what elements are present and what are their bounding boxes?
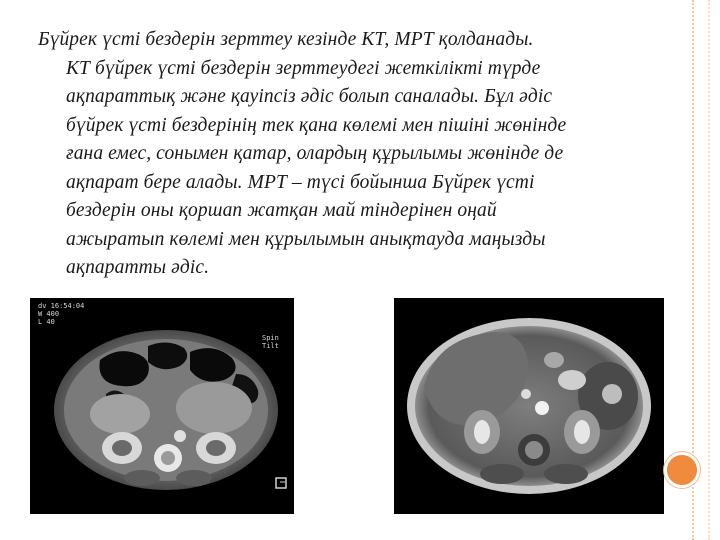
paragraph-line: ақпаратты әдіс. (66, 257, 210, 278)
ct-overlay-text: Tilt (262, 342, 279, 350)
accent-circle (664, 452, 700, 488)
mri-scan-image (394, 298, 664, 514)
ct-scan-image (30, 298, 294, 514)
ct-overlay-text: W 400 (38, 310, 60, 318)
paragraph-line: ақпараттық және қауіпсіз әдіс болып саналады. Бұл әдіс (66, 86, 553, 107)
paragraph-line: бүйрек үсті бездерінің тек қана көлемі мен пішіні жөнінде (66, 114, 567, 136)
paragraph-line: ажыратып көлемі мен құрылымын анықтауда маңызды (66, 228, 546, 250)
decorative-edge-border-inner (708, 0, 712, 540)
paragraph-line: КТ бүйрек үсті бездерін зерттеудегі жеткілікті түрде (66, 57, 541, 79)
paragraph-line: ақпарат бере алады. МРТ – түсі бойынша Бүйрек үсті (66, 171, 535, 193)
ct-overlay-text: Spin (262, 334, 279, 342)
paragraph-line: ғана емес, сонымен қатар, олардың құрылымы жөнінде де (66, 143, 564, 164)
paragraph-line: бездерін оны қоршап жатқан май тіндерінен оңай (66, 200, 497, 221)
body-paragraph (38, 26, 674, 283)
ct-overlay-text: L 40 (38, 318, 55, 326)
paragraph-line: Бүйрек үсті бездерін зерттеу кезінде КТ, МРТ қолданады. (38, 29, 534, 50)
ct-overlay-text: dv 16:54:04 (38, 302, 85, 310)
